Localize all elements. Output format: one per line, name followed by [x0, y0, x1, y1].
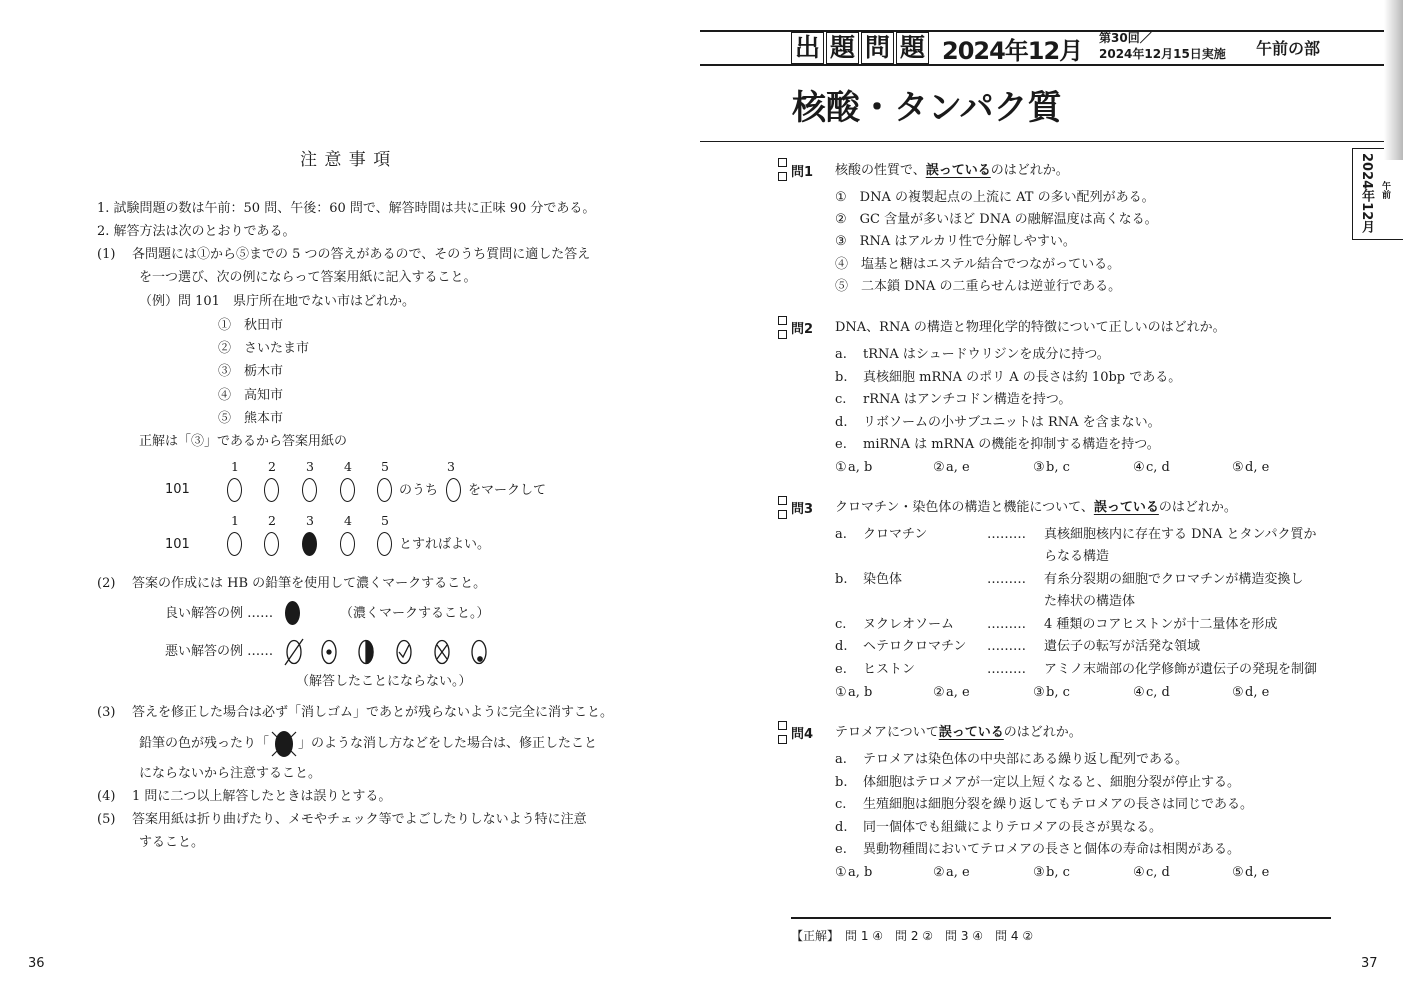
example-option: ⑤ 熊本市	[218, 411, 284, 426]
bad-mark-dot-icon	[322, 641, 336, 664]
mark-number: 4	[344, 513, 352, 528]
question-checkbox[interactable]	[778, 330, 787, 339]
answer-oval	[377, 478, 392, 502]
choice: ② a, e	[933, 865, 970, 880]
statement: e. miRNA は mRNA の機能を抑制する構造を持つ。	[835, 437, 1160, 452]
term-row: c. ヌクレオソーム ……… 4 種類のコアヒストンが十二量体を形成	[835, 617, 1278, 632]
side-tab-label: 2024年12月	[1359, 153, 1374, 234]
para-5-text-cont: すること。	[139, 835, 205, 850]
mark-number: 1	[231, 459, 239, 474]
emphasis-underline: 誤っている	[925, 163, 991, 178]
question-number: 問3	[791, 502, 814, 517]
choice: ④ c, d	[1133, 685, 1170, 700]
mark-number: 3	[447, 459, 455, 474]
title-rule	[700, 141, 1390, 142]
answer-oval	[340, 532, 355, 556]
choice: ③ b, c	[1033, 865, 1070, 880]
question-stem: DNA、RNA の構造と物理化学的特徴について正しいのはどれか。	[835, 320, 1226, 335]
header-kanji: 問	[861, 32, 894, 64]
statement: e. 異動物種間においてテロメアの長さと個体の寿命は相関がある。	[835, 842, 1241, 857]
para-5-text: 答案用紙は折り曲げたり、メモやチェック等でよごしたりしないよう特に注意	[132, 812, 587, 827]
choice-row	[835, 683, 1335, 703]
row-text: のうち	[399, 483, 439, 498]
bad-mark-slash-icon	[285, 639, 303, 665]
row-label: 101	[165, 537, 190, 552]
example-option: ④ 高知市	[218, 388, 284, 403]
choice: ① a, b	[835, 865, 873, 880]
header-kanji: 題	[896, 32, 929, 64]
correct-answer-note: 正解は「③」であるから答案用紙の	[139, 434, 348, 449]
answer-oval	[446, 478, 461, 502]
side-tab	[1352, 148, 1403, 240]
statement: d. リボソームの小サブユニットは RNA を含まない。	[835, 415, 1161, 430]
choice-row	[835, 863, 1335, 883]
question-number: 問4	[791, 727, 814, 742]
exam-part: 午前の部	[1256, 39, 1321, 58]
para-1-text-cont: を一つ選び、次の例にならって答案用紙に記入すること。	[139, 270, 477, 285]
question-checkbox[interactable]	[778, 172, 787, 181]
mark-number: 5	[381, 513, 389, 528]
statement: d. 同一個体でも組織によりテロメアの長さが異なる。	[835, 820, 1163, 835]
choice: ② a, e	[933, 460, 970, 475]
emphasis-underline: 誤っている	[1093, 500, 1159, 515]
good-example-note: （濃くマークすること。）	[340, 606, 490, 621]
statement: b. 体細胞はテロメアが一定以上短くなると、細胞分裂が停止する。	[835, 775, 1241, 790]
good-mark-icon	[285, 601, 300, 625]
mark-number: 1	[231, 513, 239, 528]
question-stem: テロメアについて誤っているのはどれか。	[835, 725, 1082, 740]
choice: ⑤ d, e	[1232, 865, 1270, 880]
choice: ① a, b	[835, 460, 873, 475]
option: ① DNA の複製起点の上流に AT の多い配列がある。	[835, 190, 1155, 205]
answer-oval	[227, 532, 242, 556]
para-4-text: 1 問に二つ以上解答したときは誤りとする。	[132, 789, 392, 804]
good-example-label: 良い解答の例 ……	[165, 606, 274, 621]
para-1-number: (1)	[97, 247, 116, 262]
para-2-number: (2)	[97, 576, 116, 591]
left-page	[0, 0, 700, 1000]
bad-mark-check-icon	[397, 641, 411, 664]
answer-oval-filled	[302, 532, 317, 556]
question-checkbox[interactable]	[778, 496, 787, 505]
question-checkbox[interactable]	[778, 158, 787, 167]
question-checkbox[interactable]	[778, 735, 787, 744]
question-stem: クロマチン・染色体の構造と機能について、誤っているのはどれか。	[835, 500, 1237, 515]
para-3-text: 答えを修正した場合は必ず「消しゴム」であとが残らないように完全に消すこと。	[132, 705, 614, 720]
choice-row	[835, 458, 1335, 478]
answer-oval	[302, 478, 317, 502]
side-tab-sub: 午前	[1380, 181, 1390, 199]
choice: ③ b, c	[1033, 460, 1070, 475]
example-option: ② さいたま市	[218, 341, 310, 356]
bad-marks	[282, 635, 492, 669]
term-row: d. ヘテロクロマチン ……… 遺伝子の転写が活発な領域	[835, 639, 1201, 654]
note-line-1: 1. 試験問題の数は午前：50 問、午後：60 問で、解答時間は共に正味 90 分である。	[97, 201, 596, 216]
para-1-text: 各問題には①から⑤までの 5 つの答えがあるので、そのうち質問に適した答え	[132, 247, 591, 262]
question-checkbox[interactable]	[778, 721, 787, 730]
page-edge-shadow	[1384, 0, 1403, 160]
row-text: をマークして	[468, 483, 547, 498]
question-number: 問1	[791, 165, 814, 180]
mark-number: 2	[268, 513, 276, 528]
exam-session: 第30回／	[1099, 31, 1152, 45]
example-option: ③ 栃木市	[218, 364, 284, 379]
mark-number: 5	[381, 459, 389, 474]
answers-rule	[791, 917, 1331, 919]
term-row: b. 染色体 ……… 有糸分裂期の細胞でクロマチンが構造変換し た棒状の構造体	[835, 572, 1304, 609]
page-number-left: 36	[28, 956, 45, 971]
choice: ④ c, d	[1133, 460, 1170, 475]
emphasis-underline: 誤っている	[938, 725, 1004, 740]
note-line-2: 2. 解答方法は次のとおりである。	[97, 224, 296, 239]
row-label: 101	[165, 482, 190, 497]
option: ④ 塩基と糖はエステル結合でつながっている。	[835, 257, 1121, 272]
para-4-number: (4)	[97, 789, 116, 804]
choice: ② a, e	[933, 685, 970, 700]
header-kanji: 出	[791, 32, 824, 64]
right-page	[700, 0, 1403, 1000]
answer-oval	[377, 532, 392, 556]
answer-oval	[340, 478, 355, 502]
choice: ③ b, c	[1033, 685, 1070, 700]
para-5-number: (5)	[97, 812, 116, 827]
para-2-text: 答案の作成には HB の鉛筆を使用して濃くマークすること。	[132, 576, 487, 591]
bad-example-label: 悪い解答の例 ……	[165, 644, 274, 659]
bad-mark-cross-icon	[435, 641, 449, 664]
para-3-text-b1: 鉛筆の色が残ったり「	[139, 736, 270, 751]
page-number-right: 37	[1361, 956, 1378, 971]
answer-oval	[227, 478, 242, 502]
exam-date-heading: 2024年12月	[942, 37, 1083, 65]
bad-mark-corner-dot-icon	[472, 641, 486, 664]
option: ② GC 含量が多いほど DNA の融解温度は高くなる。	[835, 212, 1158, 227]
answer-key: 【正解】 問 1 ④ 問 2 ② 問 3 ④ 問 4 ②	[791, 929, 1034, 943]
header-kanji: 題	[826, 32, 859, 64]
page-title: 核酸・タンパク質	[792, 88, 1062, 128]
answer-oval	[264, 532, 279, 556]
question-checkbox[interactable]	[778, 510, 787, 519]
question-number: 問2	[791, 322, 814, 337]
term-row: e. ヒストン ……… アミノ末端部の化学修飾が遺伝子の発現を制御	[835, 662, 1318, 677]
statement: c. 生殖細胞は細胞分裂を繰り返してもテロメアの長さは同じである。	[835, 797, 1254, 812]
bad-mark-half-icon	[359, 641, 373, 664]
question-stem: 核酸の性質で、誤っているのはどれか。	[835, 163, 1069, 178]
mark-number: 4	[344, 459, 352, 474]
notes-title: 注 意 事 項	[300, 150, 392, 170]
statement: a. テロメアは染色体の中央部にある繰り返し配列である。	[835, 752, 1189, 767]
para-3-number: (3)	[97, 705, 116, 720]
mark-number: 3	[306, 459, 314, 474]
mark-number: 3	[306, 513, 314, 528]
term-row: a. クロマチン ……… 真核細胞核内に存在する DNA とタンパク質か らなる構造	[835, 527, 1317, 564]
para-3-text-c: にならないから注意すること。	[139, 766, 322, 781]
question-checkbox[interactable]	[778, 316, 787, 325]
row-text: とすればよい。	[399, 537, 491, 552]
example-option: ① 秋田市	[218, 318, 284, 333]
para-3-text-b2: 」のような消し方などをした場合は、修正したこと	[298, 736, 598, 751]
statement: a. tRNA はシュードウリジンを成分に持つ。	[835, 347, 1110, 362]
exam-held-date: 2024年12月15日実施	[1099, 47, 1226, 61]
example-question: （例）問 101 県庁所在地でない市はどれか。	[139, 294, 415, 309]
choice: ⑤ d, e	[1232, 460, 1270, 475]
choice: ⑤ d, e	[1232, 685, 1270, 700]
bad-example-note: （解答したことにならない。）	[296, 674, 472, 689]
choice: ① a, b	[835, 685, 873, 700]
statement: c. rRNA はアンチコドン構造を持つ。	[835, 392, 1072, 407]
answer-oval	[264, 478, 279, 502]
mark-number: 2	[268, 459, 276, 474]
option: ③ RNA はアルカリ性で分解しやすい。	[835, 234, 1076, 249]
smudged-mark-icon	[269, 728, 299, 760]
choice: ④ c, d	[1133, 865, 1170, 880]
statement: b. 真核細胞 mRNA のポリ A の長さは約 10bp である。	[835, 370, 1182, 385]
option: ⑤ 二本鎖 DNA の二重らせんは逆並行である。	[835, 279, 1122, 294]
